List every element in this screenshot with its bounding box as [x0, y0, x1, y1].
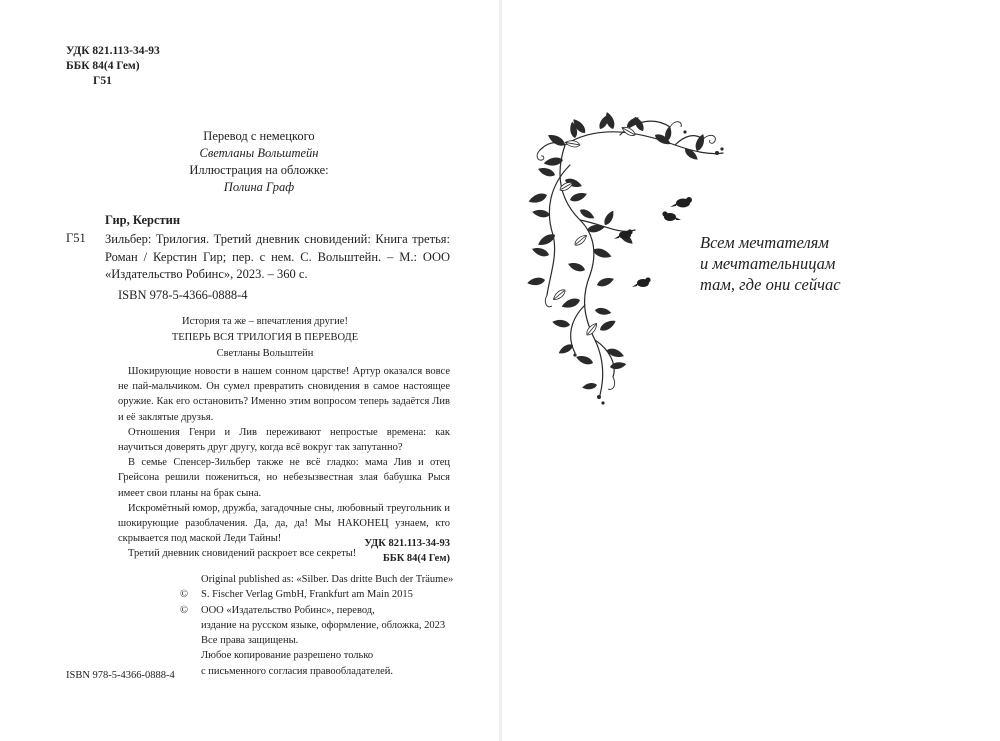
tagline-block — [150, 314, 380, 362]
vine-stems — [540, 121, 723, 395]
annotation-block — [118, 364, 450, 562]
bbk-code: ББК 84(4 Гем) — [66, 60, 140, 72]
bottom-isbn: ISBN 978-5-4366-0888-4 — [66, 670, 175, 681]
birds — [614, 197, 692, 287]
translation-label: Перевод с немецкого — [203, 129, 315, 143]
rights-line-2: Любое копирование разрешено только — [201, 650, 374, 662]
bird — [662, 211, 681, 221]
copyright-holder-2: ООО «Издательство Робинс», перевод, — [201, 604, 375, 616]
copyright-symbol: © — [180, 589, 188, 601]
dedication-block — [700, 232, 880, 295]
udk-code-bottom: УДК 821.113-34-93 — [364, 538, 450, 549]
catalog-entry: Зильбер: Трилогия. Третий дневник сновидений: Книга третья: Роман / Керстин Гир; пер. с нем. С. Вольштейн. – М.: ООО «Издательство Робинс», 2023. – 360 с. — [105, 232, 450, 281]
annotation-paragraph: Третий дневник сновидений раскроет все секреты! — [128, 548, 357, 560]
copyright-holder-2-cont: издание на русском языке, оформление, обложка, 2023 — [201, 619, 446, 631]
dedication-line-3: там, где они сейчас — [700, 275, 841, 294]
copyright-line-1 — [180, 587, 460, 602]
annotation-paragraph: Шокирующие новости в нашем сонном царстве! Артур оказался вовсе не пай-мальчиком. Он сумел превратить сновидения в самое настоящее оружие. Как его остановить? Именно этим вопросом теперь задаётся Лив и её заклятые друзья. — [118, 366, 450, 423]
bottom-classification-codes — [300, 536, 450, 566]
bird — [670, 197, 692, 208]
tagline-line-3: Светланы Вольштейн — [216, 348, 314, 359]
top-classification-codes — [66, 44, 160, 89]
copyright-symbol: © — [180, 604, 188, 616]
credits-block — [150, 128, 368, 196]
rights-line-1: Все права защищены. — [201, 635, 299, 647]
bird — [632, 277, 651, 287]
copyright-block — [180, 572, 460, 679]
catalog-isbn: ISBN 978-5-4366-0888-4 — [118, 288, 248, 302]
rights-line-3: с письменного согласия правообладателей. — [201, 665, 394, 677]
catalog-author-heading: Гир, Керстин — [105, 213, 181, 227]
cover-label: Иллюстрация на обложке: — [189, 163, 329, 177]
bbk-code-bottom: ББК 84(4 Гем) — [382, 553, 450, 564]
copyright-line-2 — [180, 603, 460, 618]
annotation-paragraph: Искромётный юмор, дружба, загадочные сны, любовный треугольник и шокирующие разоблачения. Да, да, да! Мы НАКОНЕЦ узнаем, кто скрывается под маской Леди Тайны! — [118, 502, 450, 545]
original-publication: Original published as: «Silber. Das dritte Buch der Träume» — [201, 574, 454, 585]
translator-name: Светланы Вольштейн — [199, 146, 319, 160]
dedication-line-1: Всем мечтателям — [700, 233, 829, 252]
vine-leaves — [527, 111, 707, 391]
tagline-line-1: История та же – впечатления другие! — [182, 316, 348, 327]
dedication-line-2: и мечтательницам — [700, 254, 836, 273]
udk-code: УДК 821.113-34-93 — [66, 45, 160, 57]
copyright-holder-1: S. Fischer Verlag GmbH, Frankfurt am Main 2015 — [201, 589, 413, 601]
catalog-sign: Г51 — [66, 231, 86, 245]
annotation-paragraph: В семье Спенсер-Зильбер также не всё гладко: мама Лив и отец Грейсона решили пожениться, но небезызвестная злая бабушка Рыся имеет свои планы на брак сына. — [118, 457, 450, 499]
tagline-line-2: ТЕПЕРЬ ВСЯ ТРИЛОГИЯ В ПЕРЕВОДЕ — [171, 332, 359, 343]
book-spine — [499, 0, 502, 741]
author-sign: Г51 — [93, 75, 112, 87]
annotation-paragraph: Отношения Генри и Лив переживают непростые времена: как научиться доверять друг другу, когда всё вокруг так запутанно? — [118, 426, 450, 454]
cover-artist-name: Полина Граф — [223, 180, 295, 194]
